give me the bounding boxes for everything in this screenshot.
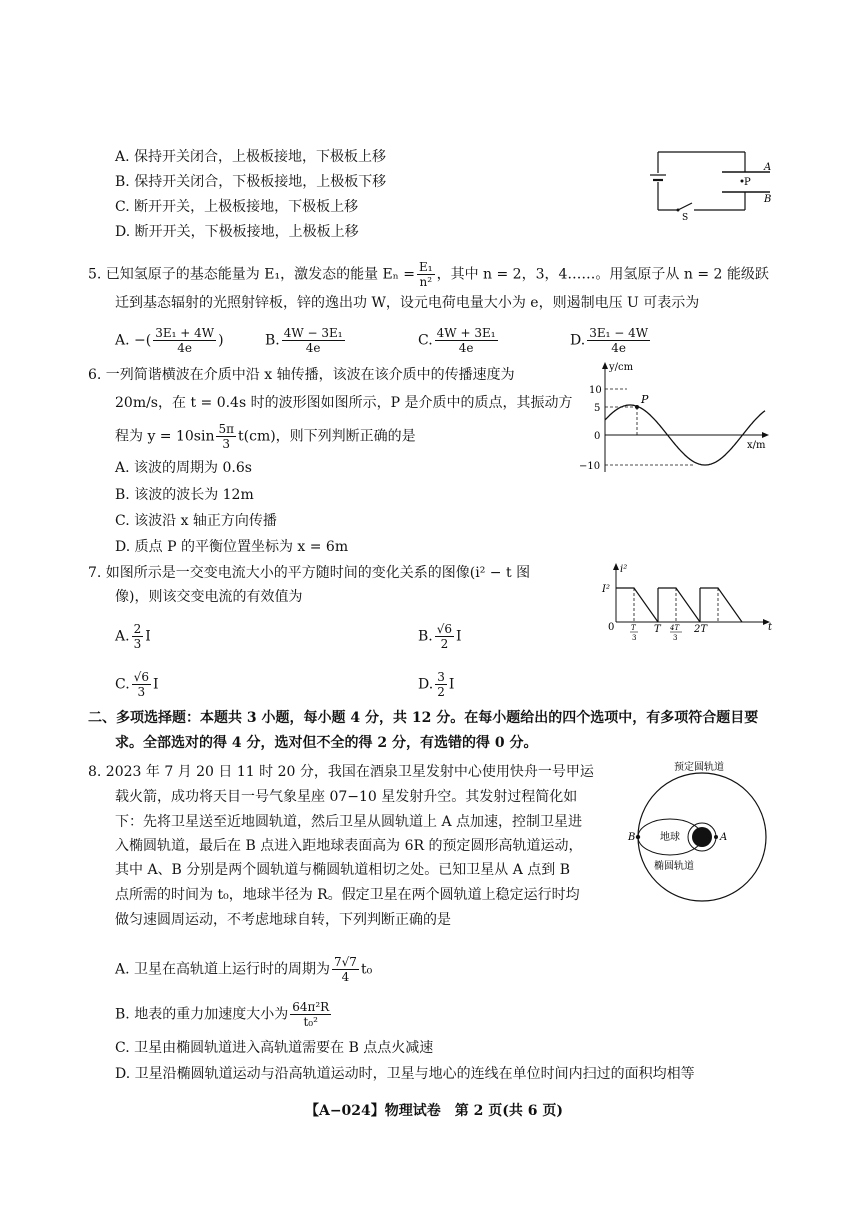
q8-line7: 做匀速圆周运动，不考虑地球自转，下列判断正确的是 bbox=[115, 912, 451, 928]
q7-opt-a-num: 2 bbox=[133, 622, 142, 636]
q6-line1: 6. 一列简谐横波在介质中沿 x 轴传播，该波在该介质中的传播速度为 bbox=[88, 367, 515, 383]
q5-option-b bbox=[265, 326, 347, 355]
label-s: S bbox=[682, 213, 689, 223]
q6-line3 bbox=[115, 422, 416, 451]
q4-option-b: B. 保持开关闭合，下极板接地，上极板下移 bbox=[115, 174, 387, 190]
q6-line3-b: t(cm)，则下列判断正确的是 bbox=[238, 428, 416, 445]
q8-option-a bbox=[115, 955, 372, 984]
point-p bbox=[635, 405, 639, 409]
q5-opt-d-num: 3E₁ − 4W bbox=[589, 326, 649, 340]
tick-5: 5 bbox=[594, 403, 601, 414]
q8-opt-a-den: 4 bbox=[341, 970, 350, 984]
point-a-dot bbox=[714, 835, 718, 839]
q8-opt-a-post: t₀ bbox=[360, 961, 373, 978]
q7-line2: 像)，则该交变电流的有效值为 bbox=[115, 589, 303, 605]
q6-line2: 20m/s，在 t = 0.4s 时的波形图如图所示，P 是介质中的质点，其振动方 bbox=[115, 395, 573, 411]
q5-line2: 迁到基态辐射的光照射锌板，锌的逸出功 W，设元电荷电量大小为 e，则遏制电压 U 可表示为 bbox=[115, 295, 700, 311]
tick-0: 0 bbox=[594, 431, 601, 442]
q7-option-b bbox=[418, 622, 462, 651]
q7-option-a bbox=[115, 622, 151, 651]
label-p: P bbox=[744, 177, 751, 188]
q7-opt-b-pre: B. bbox=[418, 628, 433, 645]
q5-option-a bbox=[115, 326, 224, 355]
q4-option-d: D. 断开开关，下极板接地，上极板上移 bbox=[115, 224, 359, 240]
q4-option-a: A. 保持开关闭合，上极板接地，下极板上移 bbox=[115, 149, 387, 165]
origin-label: 0 bbox=[608, 622, 615, 633]
label-b: B bbox=[764, 194, 772, 205]
q5-opt-b-pre: B. bbox=[265, 332, 280, 349]
q5-frac-den: n² bbox=[419, 275, 433, 289]
q8-option-c: C. 卫星由椭圆轨道进入高轨道需要在 B 点点火减速 bbox=[115, 1040, 434, 1056]
q5-opt-c-num: 4W + 3E₁ bbox=[436, 326, 496, 340]
x-axis-label: x/m bbox=[747, 440, 766, 451]
q8-opt-a-num: 7√7 bbox=[334, 955, 357, 969]
q7-opt-a-den: 3 bbox=[133, 637, 142, 651]
q5-opt-b-den: 4e bbox=[305, 341, 321, 355]
q5-option-c bbox=[418, 326, 500, 355]
q6-option-a: A. 该波的周期为 0.6s bbox=[115, 460, 252, 476]
q8-line4: 入椭圆轨道，最后在 B 点进入距地球表面高为 6R 的预定圆形高轨道运动， bbox=[115, 838, 583, 854]
tick-t: T bbox=[654, 624, 661, 635]
q7-opt-b-post: I bbox=[456, 628, 462, 645]
q8-option-d: D. 卫星沿椭圆轨道运动与沿高轨道运动时，卫星与地心的连线在单位时间内扫过的面积均相等 bbox=[115, 1066, 695, 1082]
q5-text-b: ，其中 n = 2，3，4……。用氢原子从 n = 2 能级跃 bbox=[436, 266, 769, 283]
orbit-diagram bbox=[620, 757, 780, 917]
q7-opt-d-pre: D. bbox=[418, 676, 434, 693]
q7-option-c bbox=[115, 670, 158, 699]
orbit-title: 预定圆轨道 bbox=[674, 762, 724, 773]
q7-opt-b-den: 2 bbox=[440, 637, 449, 651]
q7-opt-a-post: I bbox=[145, 628, 151, 645]
q8-line3: 下：先将卫星送至近地圆轨道，然后卫星从圆轨道上 A 点加速，控制卫星进 bbox=[115, 814, 583, 830]
tick-neg10: −10 bbox=[579, 461, 601, 472]
q4-option-c: C. 断开开关，上极板接地，下极板上移 bbox=[115, 199, 359, 215]
q8-opt-a-pre: A. 卫星在高轨道上运行时的周期为 bbox=[115, 961, 331, 978]
q5-opt-d-pre: D. bbox=[570, 332, 586, 349]
q5-frac-num: E₁ bbox=[419, 260, 433, 274]
capacitor-circuit-diagram bbox=[640, 145, 780, 225]
q5-option-d bbox=[570, 326, 652, 355]
q5-opt-a-pre: A. −( bbox=[115, 332, 152, 349]
label-a: A bbox=[764, 162, 772, 173]
q8-option-b bbox=[115, 1000, 333, 1029]
q7-opt-c-pre: C. bbox=[115, 676, 130, 693]
q6-frac-den: 3 bbox=[222, 437, 231, 451]
point-b-dot bbox=[636, 835, 640, 839]
q6-line3-a: 程为 y = 10sin bbox=[115, 428, 215, 445]
q5-opt-c-den: 4e bbox=[458, 341, 474, 355]
q7-opt-c-num: √6 bbox=[133, 670, 149, 684]
point-p-label: P bbox=[641, 393, 649, 406]
q6-option-b: B. 该波的波长为 12m bbox=[115, 487, 254, 503]
q7-opt-c-den: 3 bbox=[137, 685, 146, 699]
i2-tick: I² bbox=[602, 584, 610, 595]
point-b-label: B bbox=[628, 832, 636, 843]
point-a-label: A bbox=[720, 832, 728, 843]
q7-line1: 7. 如图所示是一交变电流大小的平方随时间的变化关系的图像(i² − t 图 bbox=[88, 565, 531, 581]
q7-opt-c-post: I bbox=[152, 676, 159, 693]
tick-t-over-3-den: 3 bbox=[632, 634, 637, 642]
current-squared-graph bbox=[598, 560, 778, 650]
q8-line1: 8. 2023 年 7 月 20 日 11 时 20 分，我国在酒泉卫星发射中心使用快舟一号甲运 bbox=[88, 764, 594, 780]
section2-line2: 求。全部选对的得 4 分，选对但不全的得 2 分，有选错的得 0 分。 bbox=[115, 735, 538, 751]
q5-opt-c-pre: C. bbox=[418, 332, 433, 349]
q8-opt-b-pre: B. 地表的重力加速度大小为 bbox=[115, 1006, 289, 1023]
wave-graph bbox=[575, 360, 775, 475]
tick-2t: 2T bbox=[694, 624, 708, 635]
q5-line1 bbox=[88, 260, 769, 289]
q5-opt-a-num: 3E₁ + 4W bbox=[155, 326, 215, 340]
q7-opt-d-den: 2 bbox=[437, 685, 445, 699]
q5-opt-b-num: 4W − 3E₁ bbox=[283, 326, 343, 340]
q8-line2: 载火箭，成功将天目一号气象星座 07−10 星发射升空。其发射过程简化如 bbox=[115, 789, 578, 805]
q5-opt-a-den: 4e bbox=[177, 341, 192, 355]
q6-option-c: C. 该波沿 x 轴正方向传播 bbox=[115, 513, 277, 529]
y-axis-label: y/cm bbox=[609, 362, 634, 373]
q5-text-a: 5. 已知氢原子的基态能量为 E₁，激发态的能量 Eₙ = bbox=[88, 266, 415, 283]
q5-fraction bbox=[417, 260, 435, 289]
tick-4t-over-3-num: 4T bbox=[670, 624, 680, 632]
tick-4t-over-3-den: 3 bbox=[673, 634, 678, 642]
q7-opt-a-pre: A. bbox=[115, 628, 130, 645]
q6-frac-num: 5π bbox=[218, 422, 235, 436]
q7-opt-d-post: I bbox=[448, 676, 455, 693]
q6-option-d: D. 质点 P 的平衡位置坐标为 x = 6m bbox=[115, 539, 349, 555]
tick-t-over-3-num: T bbox=[631, 624, 636, 632]
q8-opt-b-den: t₀² bbox=[303, 1015, 318, 1029]
section2-line1: 二、多项选择题：本题共 3 小题，每小题 4 分，共 12 分。在每小题给出的四个选项中，有多项符合题目要 bbox=[88, 710, 759, 726]
i2-axis-label: i² bbox=[620, 564, 628, 575]
q7-opt-d-num: 3 bbox=[437, 670, 445, 684]
page-footer: 【A−024】物理试卷 第 2 页(共 6 页) bbox=[304, 1103, 564, 1119]
q8-line6: 点所需的时间为 t₀，地球半径为 R。假定卫星在两个圆轨道上稳定运行时均 bbox=[115, 887, 580, 903]
t-axis-label: t bbox=[768, 622, 773, 633]
q5-opt-d-den: 4e bbox=[611, 341, 626, 355]
q8-opt-b-num: 64π²R bbox=[292, 1000, 330, 1014]
earth-label: 地球 bbox=[660, 832, 680, 843]
q7-opt-b-num: √6 bbox=[436, 622, 453, 636]
q7-option-d bbox=[418, 670, 454, 699]
earth bbox=[692, 827, 712, 847]
tick-10: 10 bbox=[589, 385, 602, 396]
ellipse-label: 椭圆轨道 bbox=[654, 861, 694, 872]
q8-line5: 其中 A、B 分别是两个圆轨道与椭圆轨道相切之处。已知卫星从 A 点到 B bbox=[115, 862, 571, 878]
q5-opt-a-post: ) bbox=[218, 332, 224, 349]
